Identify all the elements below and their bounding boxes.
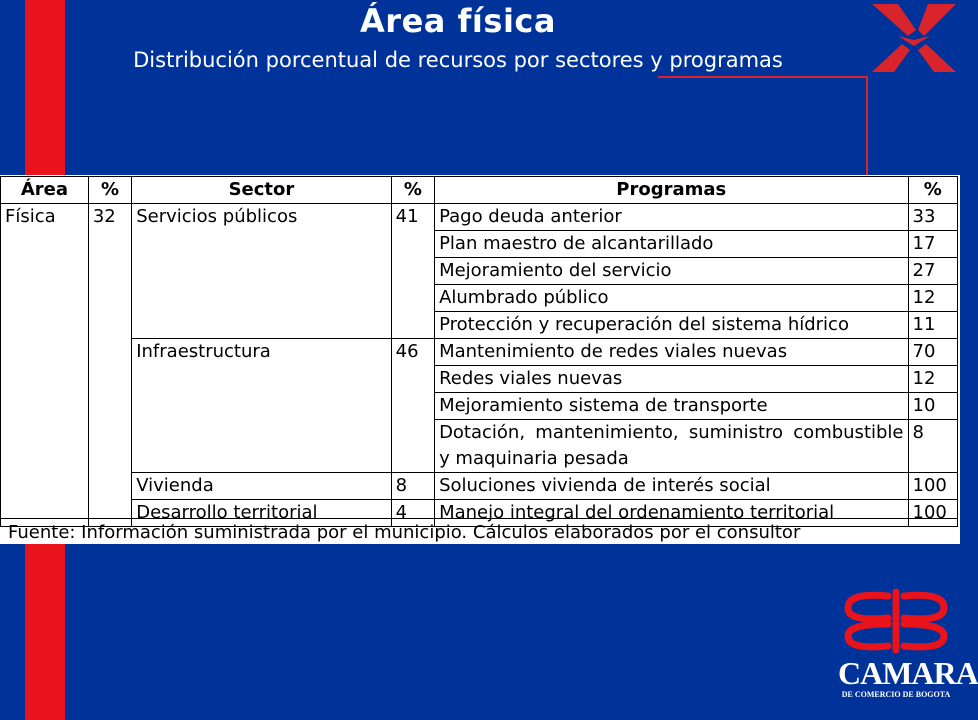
program-percent-cell: 70 [908, 339, 958, 366]
sector-name-cell: Infraestructura [132, 339, 391, 473]
table-row [1, 204, 958, 231]
sector-name-cell: Vivienda [132, 473, 391, 500]
program-percent-cell: 100 [908, 500, 958, 527]
program-percent-cell: 11 [908, 312, 958, 339]
program-name-cell: Redes viales nuevas [435, 366, 908, 393]
sector-percent-cell: 8 [391, 473, 434, 500]
sector-percent-cell: 41 [391, 204, 434, 339]
table-header-row [1, 177, 958, 204]
sector-percent-cell: 46 [391, 339, 434, 473]
program-name-cell: Protección y recuperación del sistema hídrico [435, 312, 908, 339]
table-source-note: Fuente: Información suministrada por el municipio. Cálculos elaborados por el consultor [0, 518, 958, 544]
resource-distribution-table [0, 176, 958, 527]
sector-name-cell: Servicios públicos [132, 204, 391, 339]
program-percent-cell: 8 [908, 420, 958, 473]
header-program-percent: % [908, 177, 958, 204]
table-row [1, 339, 958, 366]
header-sector: Sector [132, 177, 391, 204]
program-percent-cell: 27 [908, 258, 958, 285]
header-area: Área [1, 177, 89, 204]
program-percent-cell: 12 [908, 366, 958, 393]
decorative-logo-icon [868, 0, 960, 76]
decorative-line-horizontal [658, 76, 868, 78]
decorative-line-vertical [866, 76, 868, 176]
sector-percent-cell: 4 [391, 500, 434, 527]
slide-title: Área física [360, 2, 556, 40]
program-percent-cell: 17 [908, 231, 958, 258]
logo-subtitle: DE COMERCIO DE BOGOTA [841, 690, 951, 699]
program-name-cell: Plan maestro de alcantarillado [435, 231, 908, 258]
program-name-cell: Manejo integral del ordenamiento territorial [435, 500, 908, 527]
slide-subtitle: Distribución porcentual de recursos por sectores y programas [133, 48, 783, 72]
program-name-cell: Alumbrado público [435, 285, 908, 312]
area-name-cell: Física [1, 204, 89, 527]
program-percent-cell: 100 [908, 473, 958, 500]
program-name-cell: Mejoramiento sistema de transporte [435, 393, 908, 420]
program-name-cell: Pago deuda anterior [435, 204, 908, 231]
header-programs: Programas [435, 177, 908, 204]
area-percent-cell: 32 [88, 204, 131, 527]
program-percent-cell: 33 [908, 204, 958, 231]
logo-name: CAMARA [838, 655, 978, 691]
program-percent-cell: 10 [908, 393, 958, 420]
program-name-cell: Soluciones vivienda de interés social [435, 473, 908, 500]
header-area-percent: % [88, 177, 131, 204]
table-row [1, 473, 958, 500]
program-name-cell: Mejoramiento del servicio [435, 258, 908, 285]
sector-name-cell: Desarrollo territorial [132, 500, 391, 527]
header-sector-percent: % [391, 177, 434, 204]
program-name-cell: Dotación, mantenimiento, suministro combustible y maquinaria pesada [435, 420, 908, 473]
program-name-cell: Mantenimiento de redes viales nuevas [435, 339, 908, 366]
program-percent-cell: 12 [908, 285, 958, 312]
decorative-red-bar-bottom [25, 544, 65, 720]
